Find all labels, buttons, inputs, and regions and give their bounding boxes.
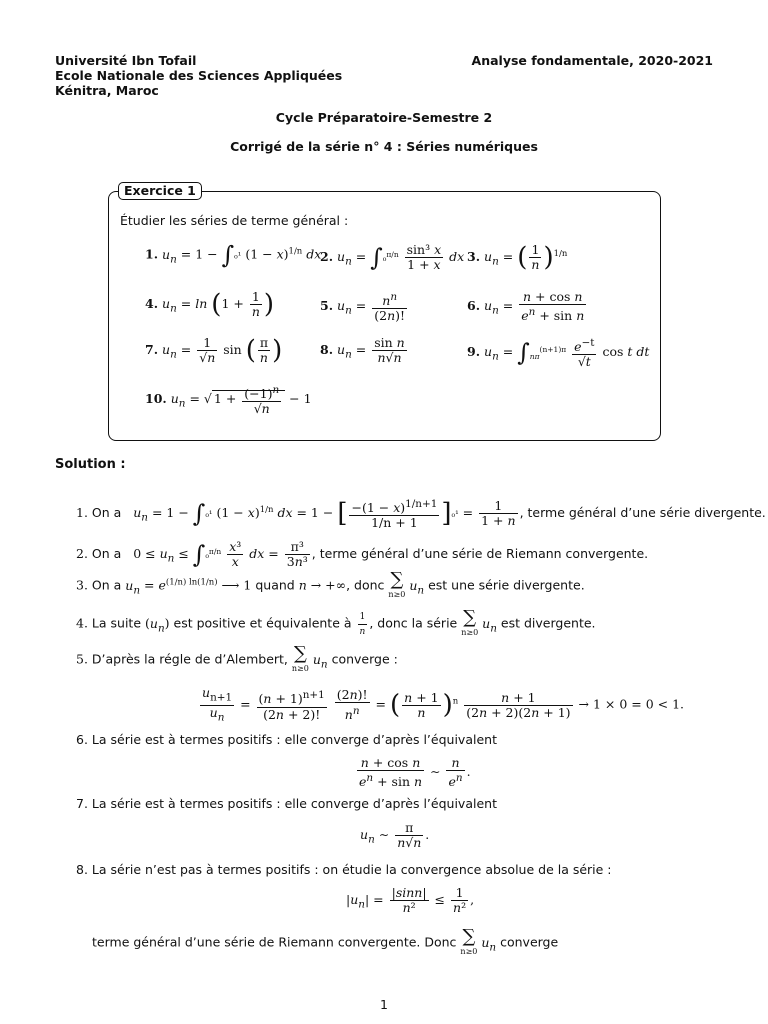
exercise-item-1: 1. $u_n = 1 - \int_0^1$ $(1 - x)^{1/n}$ dx	[145, 241, 322, 269]
exercise-item-3: 3. $u_n$ = ( $\frac{1}{n}$ )$^{1/n}$	[467, 242, 568, 273]
school-name: Ecole Nationale des Sciences Appliquées	[55, 68, 343, 83]
series-title: Corrigé de la série n° 4 : Séries numériques	[230, 139, 538, 154]
exercise-item-5: 5. $u_n$ = $\frac{n^n}{(2n)!}$	[320, 291, 406, 324]
exercise-item-7: 7. $u_n$ = $\frac{1}{√n}$ sin ( $\frac{\pi}{n}$ )	[145, 335, 283, 366]
solution-title: Solution :	[55, 457, 126, 472]
solution-2: 2. On a $0 \le u_n \le \int_0^{\pi/n}$ $\frac{\text{x³}}{x}$ dx = $\frac{\text{π³}}{\text{3n³}}$ , terme général d’une série de Riemann convergente.	[76, 539, 649, 569]
exercise-item-10: 10. $u_n$ = √ 1 + $\frac{(-1)^n}{√n}$ − 1	[145, 384, 312, 417]
course-year: Analyse fondamentale, 2020-2021	[471, 53, 713, 68]
exercise-intro: Étudier les séries de terme général :	[120, 213, 349, 228]
city-name: Kénitra, Maroc	[55, 83, 159, 98]
exercise-item-2: 2. $u_n = \int_0^{\pi/n}$ $\frac{\text{sin³ x}}{1 + x}$ dx	[320, 242, 465, 272]
cycle-title: Cycle Préparatoire-Semestre 2	[275, 110, 493, 125]
exercise-item-9: 9. $u_n = \int_{n\pi}^{(n+1)\pi}$ $\frac{e^{-t}}{√t}$ cos t dt	[467, 337, 650, 370]
solution-5-formula: $\frac{u_{n+1}}{u_n}$ = $\frac{(n + 1)^{n+1}}{(2n + 2)!}$ $\frac{(2n)!}{n^n}$ = ( $\frac{n + 1}{n}$ )$^n$ $\frac{n + 1}{(2n + 2)(2n + 1)}$ → 1 × 0 = 0 < 1.	[202, 685, 684, 723]
solution-7: 7. La série est à termes positifs : elle converge d’après l’équivalent	[76, 796, 497, 811]
solution-1: 1. On a $u_n = 1 - \int_0^1$ $(1 - x)^{1/n}$ dx = 1 − [ $\frac{-(1 - x)^{1/n+1}}{1/n + 1}$ ]₀¹ = $\frac{1}{1 + n}$ , terme général d’une série divergente.	[76, 498, 766, 531]
solution-3: 3. On a $u_n = e^{(1/n) ln(1/n)}$ ⟶ 1 quand n → +∞, donc ∑ n≥0 $u_n$ est une série divergente.	[76, 569, 585, 599]
solution-5: 5. D’après la régle de d’Alembert, ∑ n≥0 $u_n$ converge :	[76, 643, 398, 673]
exercise-item-6: 6. $u_n$ = $\frac{\text{n + cos n}}{e^n + \sin n}$	[467, 289, 585, 324]
solution-6-formula: $\frac{\text{n + cos n}}{e^n + \sin n}$ ∼ $\frac{n}{e^n}$ .	[359, 755, 471, 790]
exercise-item-4: 4. $u_n = \ln (1$ + $\frac{1}{n}$ )	[145, 289, 275, 320]
exercise-item-8: 8. $u_n$ = $\frac{\text{sin n}}{n√n}$	[320, 335, 405, 365]
exercise-label: Exercice 1	[118, 182, 202, 200]
solution-8: 8. La série n’est pas à termes positifs : on étudie la convergence absolue de la série :	[76, 862, 612, 877]
solution-7-formula: $u_n$ ∼ $\frac{\pi}{n√n}$ .	[360, 820, 430, 850]
page-number: 1	[380, 997, 388, 1012]
solution-8-formula: $|u_n|$ = $\frac{|\sin n|}{\text{n²}}$ ≤ $\frac{1}{\text{n²}}$ ,	[346, 885, 475, 915]
university-name: Université Ibn Tofail	[55, 53, 197, 68]
solution-8-conclusion: terme général d’une série de Riemann convergente. Donc ∑ n≥0 $u_n$ converge	[92, 926, 559, 956]
solution-4: 4. La suite $(u_n)$ est positive et équivalente à $\frac{1}{n}$ , donc la série ∑ n≥0 $u_n$ est divergente.	[76, 607, 596, 637]
solution-6: 6. La série est à termes positifs : elle converge d’après l’équivalent	[76, 732, 497, 747]
